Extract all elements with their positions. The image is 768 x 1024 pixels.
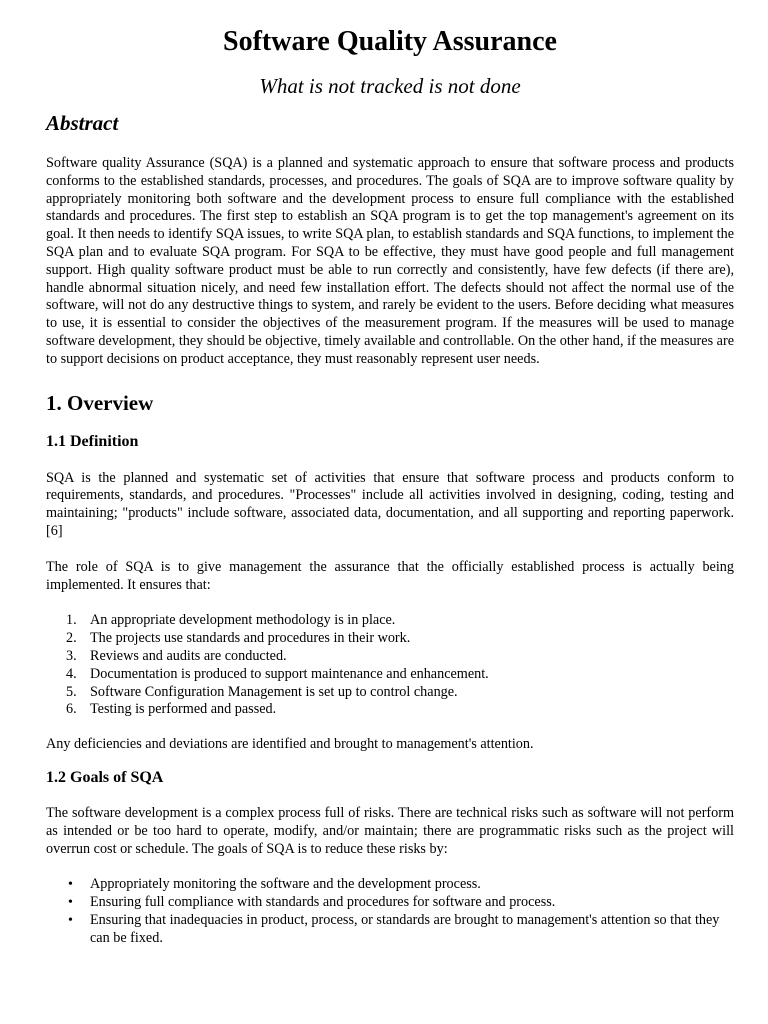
list-item — [46, 666, 734, 684]
overview-heading: 1. Overview — [46, 390, 154, 415]
definition-paragraph: SQA is the planned and systematic set of activities that ensure that software process and products conform to requirements, standards, and procedures. "Processes" include all activities involved in designing, coding, testing and maintaining; "products" include software, associated data, documentation, and all supporting and reporting paperwork.[6] — [46, 469, 734, 539]
list-marker: 3. — [66, 647, 77, 664]
list-marker: 1. — [66, 612, 77, 629]
list-item-text: An appropriate development methodology is in place. — [90, 612, 396, 629]
ensures-list — [46, 594, 734, 719]
bullet-icon: • — [68, 895, 73, 911]
list-item — [46, 876, 734, 894]
list-item-text: Appropriately monitoring the software and the development process. — [90, 876, 481, 893]
list-item — [46, 701, 734, 719]
document-page — [46, 0, 734, 948]
list-item-text: The projects use standards and procedures in their work. — [90, 630, 411, 647]
list-item — [46, 630, 734, 648]
list-item — [46, 612, 734, 630]
bullet-icon: • — [68, 877, 73, 893]
document-subtitle: What is not tracked is not done — [259, 74, 521, 98]
list-item — [46, 894, 734, 912]
goals-bullet-list — [46, 858, 734, 947]
bullet-icon: • — [68, 912, 73, 928]
abstract-heading: Abstract — [46, 111, 119, 135]
list-marker: 6. — [66, 701, 77, 718]
list-marker: 2. — [66, 630, 77, 647]
list-item — [46, 912, 734, 948]
list-item-text: Software Configuration Management is set up to control change. — [90, 683, 458, 700]
list-item — [46, 648, 734, 666]
role-paragraph: The role of SQA is to give management the assurance that the officially established process is actually being implemented. It ensures that: — [46, 558, 734, 593]
list-item-text: Testing is performed and passed. — [90, 701, 277, 718]
abstract-paragraph: Software quality Assurance (SQA) is a planned and systematic approach to ensure that software process and products conforms to the established standards, processes, and procedures. The goals of SQA are to improve software quality by appropriately monitoring both software and the development process to ensure full compliance with the established standards and procedures. The first step to establish an SQA program is to get the top management's agreement on its goal. It then needs to identify SQA issues, to write SQA plan, to establish standards and SQA functions, to implement the SQA plan and to evaluate SQA program. For SQA to be effective, they must have good people and full management support. High quality software product must be able to run correctly and consistently, have few defects (if there are), handle abnormal situation nicely, and need few installation effort. The defects should not affect the normal use of the software, will not do any destructive things to system, and rarely be evident to the users. Before deciding what measures to use, it is essential to consider the objectives of the measurement program. If the measures will be used to manage software development, they should be objective, timely available and controllable. On the other hand, if the measures are to support decisions on product acceptance, they must reasonably represent user needs. — [46, 155, 735, 367]
goals-paragraph: The software development is a complex process full of risks. There are technical risks such as software will not perform as intended or be too hard to operate, modify, and/or maintain; there are programmatic risks such as the project will overrun cost or schedule. The goals of SQA is to reduce these risks by: — [46, 804, 734, 857]
list-marker: 5. — [66, 683, 77, 700]
definition-heading: 1.1 Definition — [46, 432, 139, 450]
list-item-text: Ensuring that inadequacies in product, process, or standards are brought to management's attention so that they can be fixed. — [90, 911, 720, 946]
deficiencies-paragraph: Any deficiencies and deviations are identified and brought to management's attention. — [46, 736, 534, 753]
goals-heading: 1.2 Goals of SQA — [46, 768, 164, 786]
list-item — [46, 684, 734, 702]
list-marker: 4. — [66, 665, 77, 682]
list-item-text: Documentation is produced to support maintenance and enhancement. — [90, 665, 489, 682]
list-item-text: Reviews and audits are conducted. — [90, 647, 287, 664]
document-title: Software Quality Assurance — [223, 26, 557, 57]
list-item-text: Ensuring full compliance with standards and procedures for software and process. — [90, 894, 556, 911]
